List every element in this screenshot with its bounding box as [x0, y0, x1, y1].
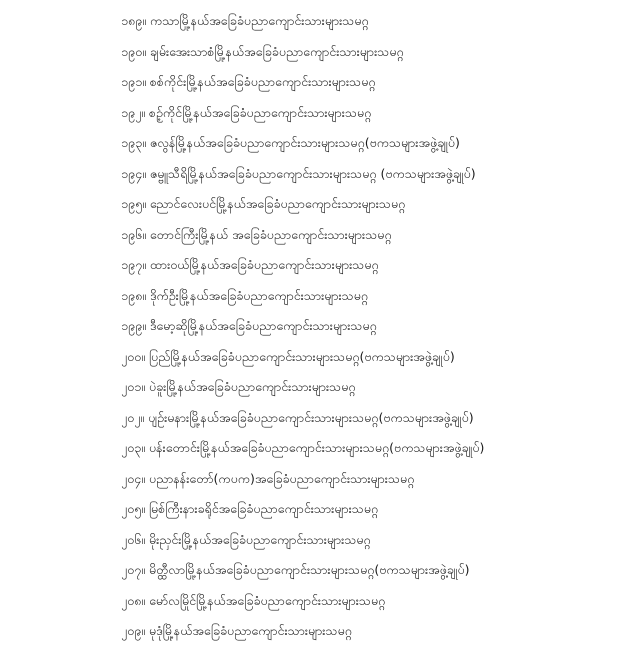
list-item: ၁၉၂။ စဉ့်ကိုင်မြို့နယ်အခြေခံပညာကျောင်းသားများသမဂ္ဂ — [121, 104, 372, 120]
list-item: ၁၉၈။ ဒိုက်ဦးမြို့နယ်အခြေခံပညာကျောင်းသားများသမဂ္ဂ — [121, 287, 369, 303]
list-item: ၂၀၉။ မုဒုံမြို့နယ်အခြေခံပညာကျောင်းသားများသမဂ္ဂ — [121, 623, 352, 638]
list-item: ၁၉၄။ ဇမ္ဗူသီရိမြို့နယ်အခြေခံပညာကျောင်းသားများသမဂ္ဂ (ဗကသများအဖွဲ့ချုပ်) — [121, 165, 476, 181]
list-item: ၂၀၁။ ပဲခူးမြို့နယ်အခြေခံပညာကျောင်းသားများသမဂ္ဂ — [121, 379, 356, 394]
list-item: ၁၉၉။ ဒီမော့ဆိုမြို့နယ်အခြေခံပညာကျောင်းသားများသမဂ္ဂ — [121, 318, 377, 333]
list-item: ၁၈၉။ ကသာမြို့နယ်အခြေခံပညာကျောင်းသားများသမဂ္ဂ — [121, 13, 369, 28]
union-list — [121, 6, 621, 647]
list-item: ၂၀၃။ ပန်းတောင်းမြို့နယ်အခြေခံပညာကျောင်းသားများသမဂ္ဂ(ဗကသများအဖွဲ့ချုပ်) — [121, 440, 485, 455]
list-item: ၁၉၇။ ထားဝယ်မြို့နယ်အခြေခံပညာကျောင်းသားများသမဂ္ဂ — [121, 257, 379, 272]
list-item: ၁၉၃။ ဇလွန်မြို့နယ်အခြေခံပညာကျောင်းသားများသမဂ္ဂ(ဗကသများအဖွဲ့ချုပ်) — [121, 135, 460, 150]
list-item: ၂၀၇။ မိတ္ထီလာမြို့နယ်အခြေခံပညာကျောင်းသားများသမဂ္ဂ(ဗကသများအဖွဲ့ချုပ်) — [121, 562, 470, 577]
list-item: ၂၀၀။ ပြည်မြို့နယ်အခြေခံပညာကျောင်းသားများသမဂ္ဂ(ဗကသများအဖွဲ့ချုပ်) — [121, 348, 455, 364]
list-item: ၁၉၁။ စစ်ကိုင်းမြို့နယ်အခြေခံပညာကျောင်းသားများသမဂ္ဂ — [121, 74, 376, 89]
list-item: ၂၀၅။ မြစ်ကြီးနားခရိုင်အခြေခံပညာကျောင်းသားများသမဂ္ဂ — [121, 501, 379, 516]
list-item: ၁၉၀။ ချမ်းအေးသာစံမြို့နယ်အခြေခံပညာကျောင်းသားများသမဂ္ဂ — [121, 43, 404, 59]
list-item: ၂၀၄။ ပညာနန်းတော်(ကပက)အခြေခံပညာကျောင်းသားများသမဂ္ဂ — [121, 470, 415, 486]
list-item: ၂၀၈။ မော်လမြိုင်မြို့နယ်အခြေခံပညာကျောင်းသားများသမဂ္ဂ — [121, 592, 386, 608]
list-item: ၂၀၂။ ပျဉ်းမနားမြို့နယ်အခြေခံပညာကျောင်းသားများသမဂ္ဂ(ဗကသများအဖွဲ့ချုပ်) — [121, 409, 474, 425]
list-item: ၁၉၆။ တောင်ကြီးမြို့နယ် အခြေခံပညာကျောင်းသားများသမဂ္ဂ — [121, 226, 392, 242]
list-item: ၂၀၆။ မိုးညှင်းမြို့နယ်အခြေခံပညာကျောင်းသားများသမဂ္ဂ — [121, 531, 371, 547]
list-item: ၁၉၅။ ညောင်လေးပင်မြို့နယ်အခြေခံပညာကျောင်းသားများသမဂ္ဂ — [121, 196, 406, 211]
